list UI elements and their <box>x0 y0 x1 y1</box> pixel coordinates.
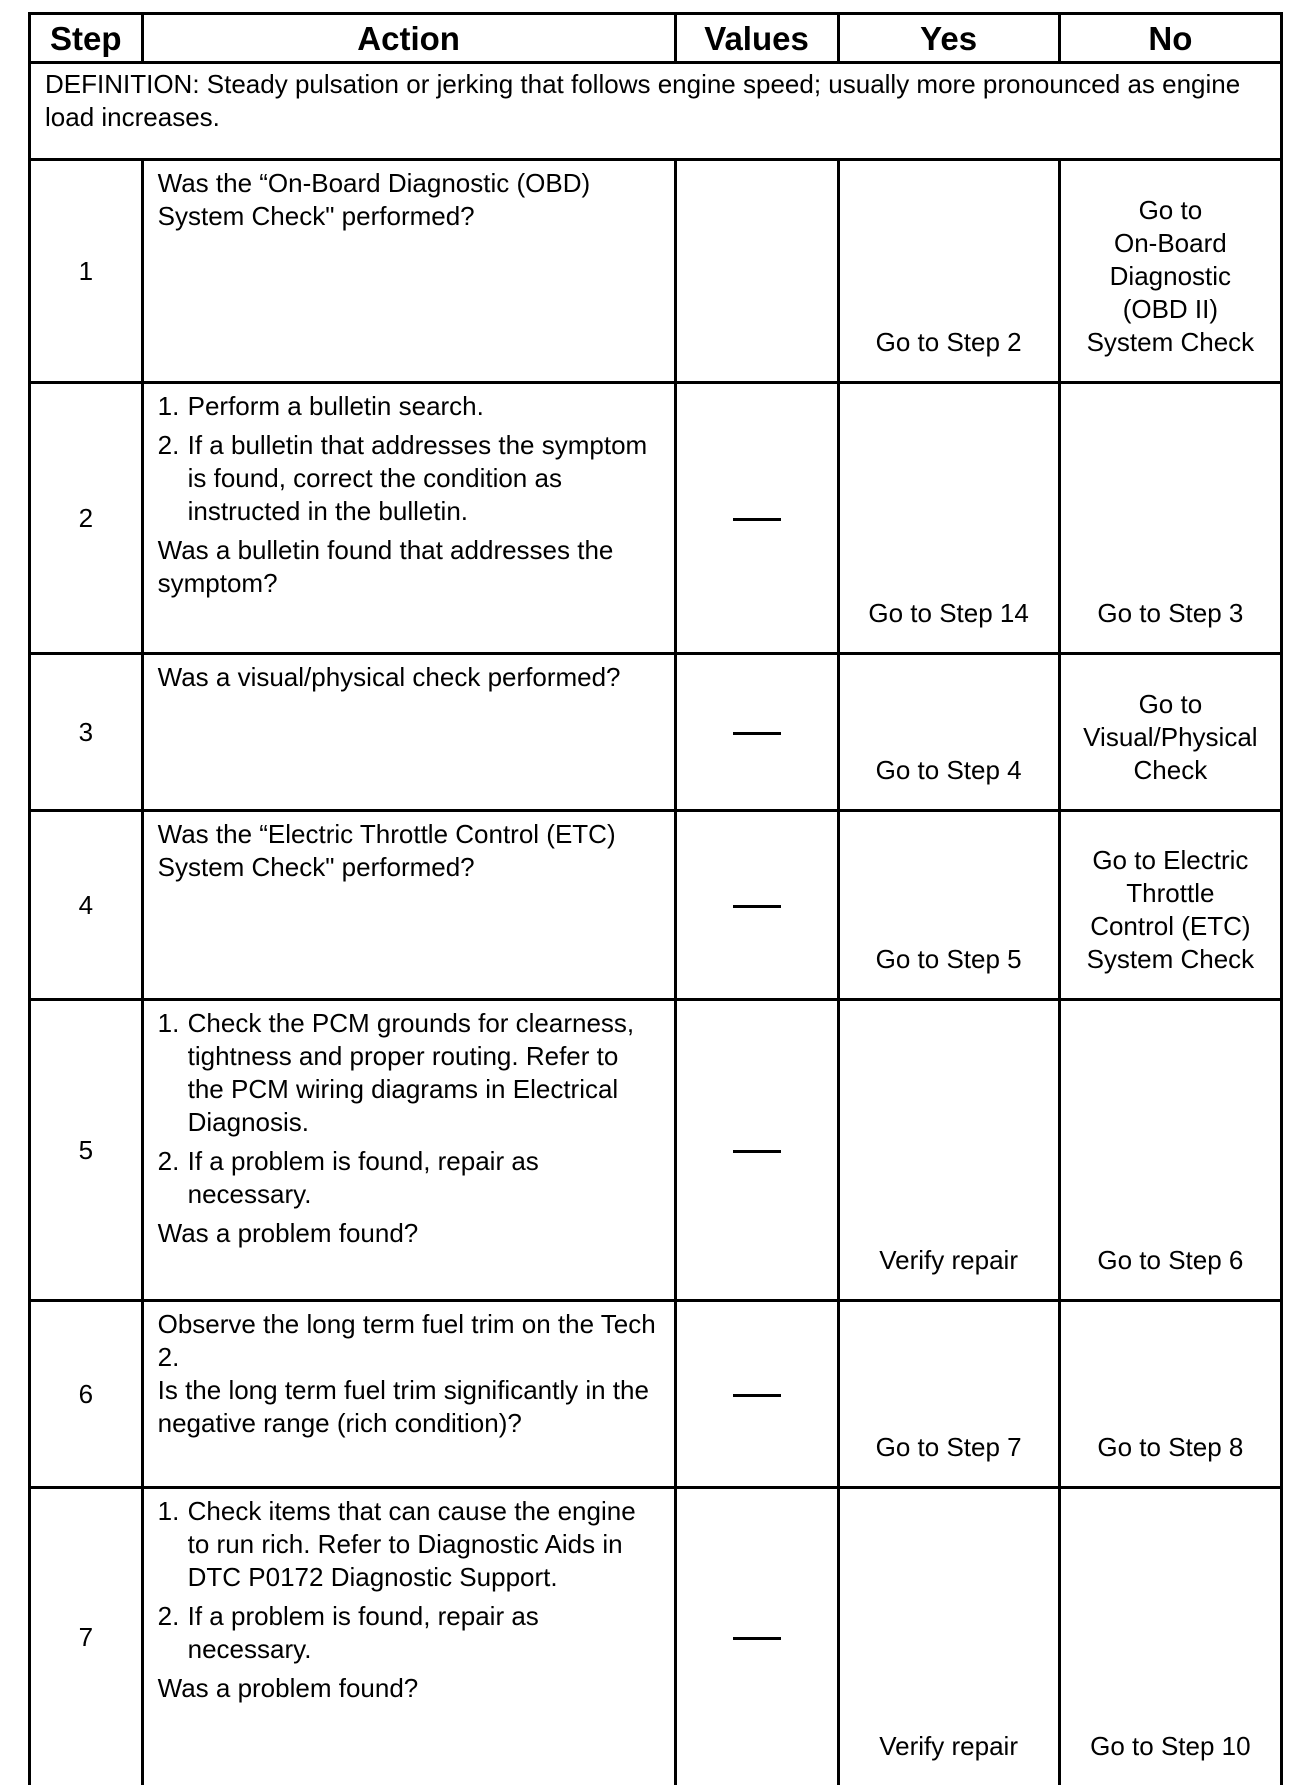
table-row <box>30 811 1282 1000</box>
no-cell: Go to Step 6 <box>1059 1000 1281 1301</box>
definition-text: DEFINITION: Steady pulsation or jerking that follows engine speed; usually more pronounced as engine load increases. <box>30 63 1282 160</box>
header-row <box>30 14 1282 63</box>
yes-cell: Verify repair <box>838 1488 1059 1785</box>
action-cell <box>142 1301 675 1488</box>
header-no: No <box>1059 14 1281 63</box>
action-cell <box>142 1000 675 1301</box>
dash-mark <box>733 1394 781 1397</box>
yes-cell: Verify repair <box>838 1000 1059 1301</box>
diagnostic-table <box>28 12 1283 1785</box>
item-text: If a problem is found, repair as necessary. <box>188 1145 660 1211</box>
yes-cell: Go to Step 14 <box>838 383 1059 654</box>
step-number: 6 <box>30 1301 143 1488</box>
dash-mark <box>733 905 781 908</box>
no-cell: Go to Electric Throttle Control (ETC) System Check <box>1059 811 1281 1000</box>
dash-mark <box>733 518 781 521</box>
definition-row <box>30 63 1282 160</box>
item-number: 1. <box>158 390 188 423</box>
no-cell: Go to Step 3 <box>1059 383 1281 654</box>
yes-cell: Go to Step 2 <box>838 160 1059 383</box>
action-question: Was a visual/physical check performed? <box>158 661 660 694</box>
item-text: Perform a bulletin search. <box>188 390 660 423</box>
header-yes: Yes <box>838 14 1059 63</box>
table-row <box>30 654 1282 811</box>
item-number: 1. <box>158 1007 188 1139</box>
values-cell <box>675 1000 838 1301</box>
values-cell <box>675 160 838 383</box>
values-cell <box>675 383 838 654</box>
action-cell <box>142 1488 675 1785</box>
dash-mark <box>733 732 781 735</box>
action-question: Was a problem found? <box>158 1217 660 1250</box>
action-question: Was a bulletin found that addresses the symptom? <box>158 534 660 600</box>
header-step: Step <box>30 14 143 63</box>
item-text: If a bulletin that addresses the symptom is found, correct the condition as instructed in the bulletin. <box>188 429 660 528</box>
values-cell <box>675 1488 838 1785</box>
values-cell <box>675 654 838 811</box>
item-number: 1. <box>158 1495 188 1594</box>
item-number: 2. <box>158 1145 188 1211</box>
table-row <box>30 1000 1282 1301</box>
no-cell: Go to Visual/Physical Check <box>1059 654 1281 811</box>
action-cell <box>142 654 675 811</box>
step-number: 5 <box>30 1000 143 1301</box>
values-cell <box>675 811 838 1000</box>
diagnostic-table-page <box>28 12 1283 1785</box>
no-cell: Go to On-Board Diagnostic (OBD II) System Check <box>1059 160 1281 383</box>
table-row <box>30 383 1282 654</box>
step-number: 1 <box>30 160 143 383</box>
action-question: Was the “Electric Throttle Control (ETC) System Check" performed? <box>158 818 660 884</box>
no-cell: Go to Step 10 <box>1059 1488 1281 1785</box>
item-text: Check the PCM grounds for clearness, tightness and proper routing. Refer to the PCM wiring diagrams in Electrical Diagnosis. <box>188 1007 660 1139</box>
dash-mark <box>733 1150 781 1153</box>
header-values: Values <box>675 14 838 63</box>
step-number: 2 <box>30 383 143 654</box>
action-question: Is the long term fuel trim significantly in the negative range (rich condition)? <box>158 1374 660 1440</box>
yes-cell: Go to Step 5 <box>838 811 1059 1000</box>
header-action: Action <box>142 14 675 63</box>
table-row <box>30 1301 1282 1488</box>
action-list-item <box>158 390 660 423</box>
no-cell: Go to Step 8 <box>1059 1301 1281 1488</box>
action-list-item <box>158 1600 660 1666</box>
values-cell <box>675 1301 838 1488</box>
action-question: Was a problem found? <box>158 1672 660 1705</box>
action-list-item <box>158 1007 660 1139</box>
item-number: 2. <box>158 429 188 528</box>
action-question: Was the “On-Board Diagnostic (OBD) System Check" performed? <box>158 167 660 233</box>
action-cell <box>142 811 675 1000</box>
action-list-item <box>158 429 660 528</box>
item-text: Check items that can cause the engine to run rich. Refer to Diagnostic Aids in DTC P0172 Diagnostic Support. <box>188 1495 660 1594</box>
step-number: 3 <box>30 654 143 811</box>
action-instruction: Observe the long term fuel trim on the Tech 2. <box>158 1308 660 1374</box>
table-row <box>30 160 1282 383</box>
dash-mark <box>733 1637 781 1640</box>
action-cell <box>142 383 675 654</box>
table-row <box>30 1488 1282 1785</box>
action-list-item <box>158 1145 660 1211</box>
action-list-item <box>158 1495 660 1594</box>
step-number: 7 <box>30 1488 143 1785</box>
item-number: 2. <box>158 1600 188 1666</box>
item-text: If a problem is found, repair as necessary. <box>188 1600 660 1666</box>
yes-cell: Go to Step 4 <box>838 654 1059 811</box>
step-number: 4 <box>30 811 143 1000</box>
action-cell <box>142 160 675 383</box>
yes-cell: Go to Step 7 <box>838 1301 1059 1488</box>
